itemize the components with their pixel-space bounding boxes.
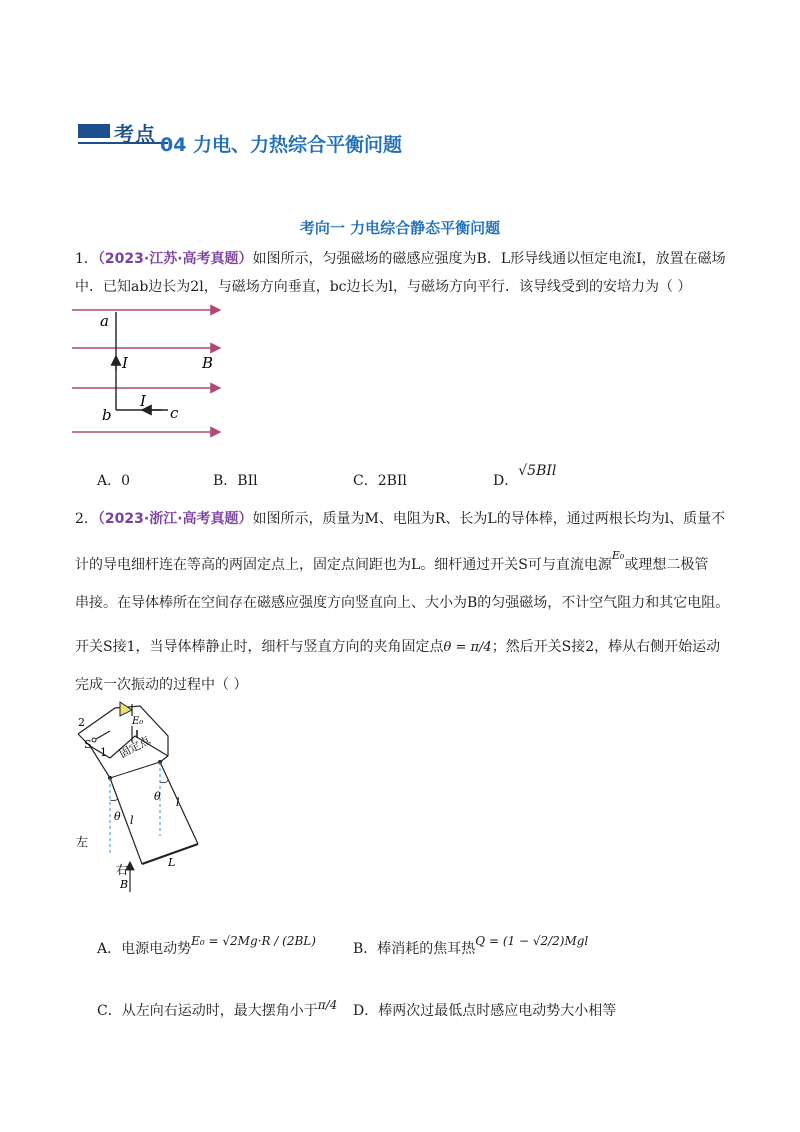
switch-pivot — [92, 738, 96, 742]
q2-line5: 完成一次振动的过程中（ ） — [75, 677, 248, 693]
switch-lever — [96, 731, 110, 739]
label-theta-right: θ — [154, 790, 161, 803]
q2-option-b-formula: Q = (1 − √2/2)Mgl — [475, 934, 589, 948]
q2-line4 — [75, 636, 720, 656]
q2-option-b — [353, 934, 589, 958]
q2-text-1: 如图所示，质量为M、电阻为R、长为L的导体棒，通过两根长均为l、质量不 — [252, 511, 726, 527]
q2-text-4b: ；然后开关S接2，棒从右侧开始运动 — [491, 639, 721, 655]
fixed-line — [110, 762, 160, 778]
q1-number: 1． — [75, 251, 98, 267]
kaodian-label: 考点 — [114, 122, 156, 146]
q1-option-d-value: √5BIl — [518, 463, 557, 479]
section-subtitle: 考向一 力电综合静态平衡问题 — [299, 219, 501, 237]
q1-option-d — [493, 463, 557, 490]
q2-option-d: D．棒两次过最低点时感应电动势大小相等 — [353, 1003, 617, 1019]
q2-option-c-formula: π/4 — [317, 998, 338, 1012]
label-I-vertical: I — [122, 354, 128, 372]
q1-option-a: A．0 — [97, 473, 131, 489]
label-L: L — [168, 856, 176, 869]
label-B: B — [202, 354, 214, 372]
q2-text-2a: 计的导电细杆连在等高的两固定点上，固定点间距也为L。细杆通过开关S可与直流电源 — [75, 557, 612, 573]
label-l-left: l — [130, 814, 134, 827]
label-c: c — [170, 404, 179, 422]
label-a: a — [100, 312, 109, 330]
q2-option-a-formula: E₀ = √2Mg·R / (2BL) — [191, 934, 316, 948]
label-terminal-1: 1 — [100, 746, 107, 759]
q2-source-tag: （2023·浙江·高考真题） — [97, 511, 253, 527]
q1-option-d-label: D． — [493, 473, 519, 489]
q1-option-c: C．2BIl — [353, 473, 407, 489]
q1-option-b: B．BIl — [213, 473, 258, 489]
label-E0: E₀ — [132, 716, 144, 727]
label-switch-S: S — [84, 738, 92, 751]
q1-line2: 中．已知ab边长为2l，与磁场方向垂直，bc边长为l，与磁场方向平行．该导线受到的安培力为（ ） — [75, 279, 692, 295]
label-theta-left: θ — [114, 810, 121, 823]
q1-text-1: 如图所示，匀强磁场的磁感应强度为B．L形导线通以恒定电流I，放置在磁场 — [252, 251, 726, 267]
page-title: 04 力电、力热综合平衡问题 — [160, 134, 403, 156]
q2-option-b-text: B．棒消耗的焦耳热 — [353, 941, 476, 957]
q2-line1 — [75, 508, 725, 528]
q2-option-a — [97, 934, 316, 958]
q1-source-tag: （2023·江苏·高考真题） — [97, 251, 253, 267]
label-b: b — [102, 406, 112, 424]
q2-line3: 串接。在导体棒所在空间存在磁感应强度方向竖直向上、大小为B的匀强磁场，不计空气阻力和其它电阻。 — [75, 595, 730, 611]
angle-arc-right — [160, 780, 168, 783]
q2-figure — [70, 696, 260, 896]
q2-option-a-text: A．电源电动势 — [97, 941, 192, 957]
label-I-horizontal: I — [140, 392, 146, 410]
label-field-B: B — [120, 878, 129, 891]
label-right: 右 — [116, 863, 129, 877]
header-decoration-bar — [78, 124, 110, 138]
q1-line1 — [75, 248, 726, 268]
q1-figure — [70, 298, 230, 446]
label-fixed-point: 固定点 — [117, 733, 153, 761]
q2-e0-inline: E₀ — [611, 549, 625, 562]
label-l-right: l — [176, 796, 180, 809]
diode-icon — [120, 702, 132, 716]
q2-line2 — [75, 549, 709, 574]
q2-text-2b: 或理想二极管 — [624, 557, 709, 573]
q2-option-c-text: C．从左向右运动时，最大摆角小于 — [97, 1003, 318, 1019]
label-terminal-2: 2 — [78, 716, 85, 729]
q2-option-c — [97, 1000, 337, 1020]
angle-arc-left — [110, 798, 118, 801]
label-left: 左 — [76, 835, 89, 849]
q2-text-4a: 开关S接1，当导体棒静止时，细杆与竖直方向的夹角固定点 — [75, 639, 444, 655]
q2-theta-equation: θ = π/4 — [443, 640, 492, 655]
q2-number: 2． — [75, 511, 98, 527]
